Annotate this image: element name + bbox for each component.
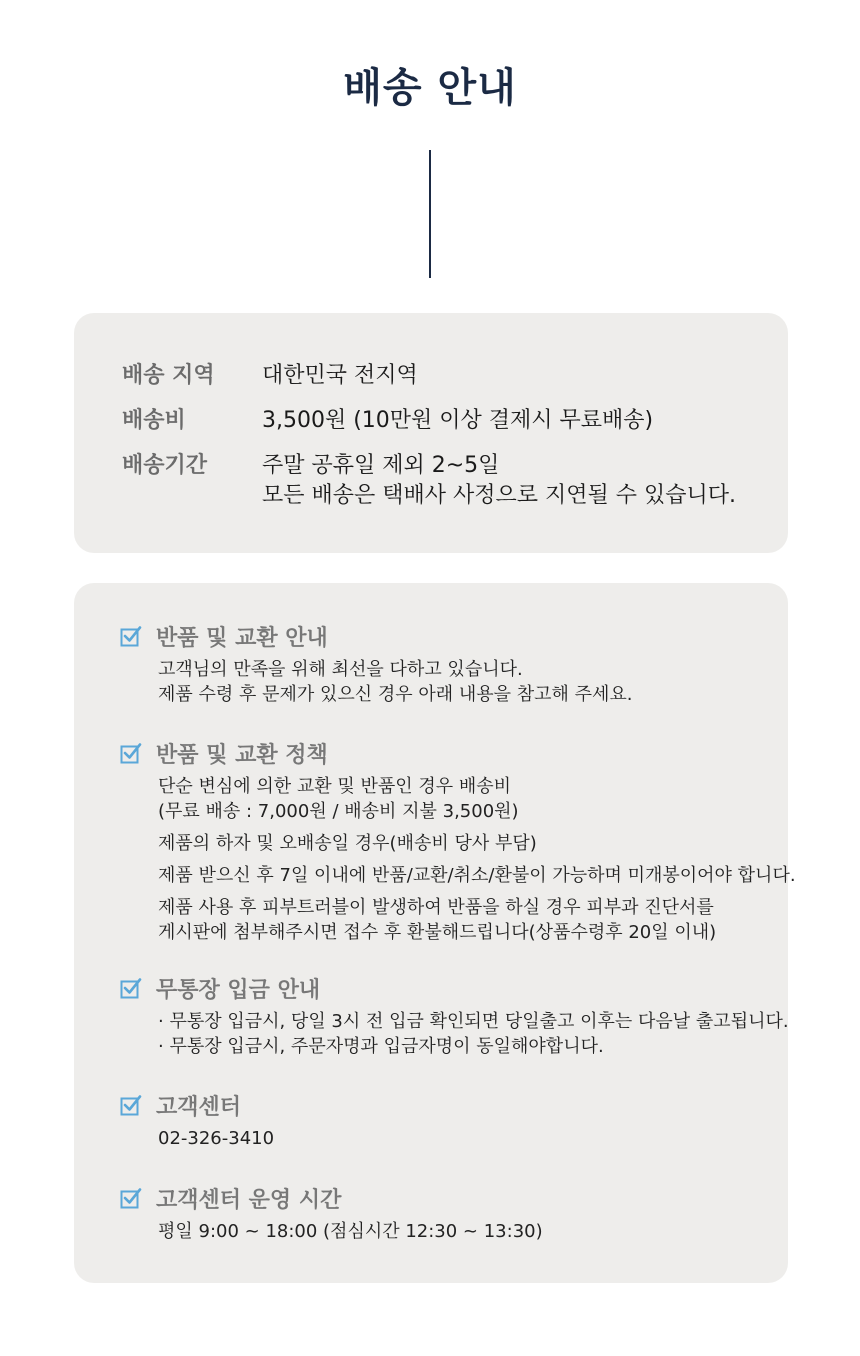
section-text: (무료 배송 : 7,000원 / 배송비 지불 3,500원) (158, 801, 519, 822)
delivery-info-box (74, 313, 788, 553)
checkbox-checked-icon (120, 1187, 142, 1209)
info-value: 모든 배송은 택배사 사정으로 지연될 수 있습니다. (262, 483, 736, 508)
delivery-period-row (122, 451, 736, 511)
section-text: 제품 사용 후 피부트러블이 발생하여 반품을 하실 경우 피부과 진단서를 (158, 897, 714, 918)
info-label: 배송 지역 (122, 363, 215, 388)
info-value: 주말 공휴일 제외 2~5일 (262, 453, 500, 478)
delivery-fee-row (122, 406, 653, 436)
info-label: 배송비 (122, 408, 186, 433)
section-title: 반품 및 교환 안내 (156, 625, 328, 651)
section-text: 게시판에 첨부해주시면 접수 후 환불해드립니다(상품수령후 20일 이내) (158, 922, 717, 943)
checkbox-checked-icon (120, 625, 142, 647)
divider-line (429, 150, 431, 278)
customer-center-phone: 02-326-3410 (158, 1128, 275, 1149)
section-text: 고객님의 만족을 위해 최선을 다하고 있습니다. (158, 659, 523, 680)
section-return-exchange-guide (120, 621, 770, 707)
section-title: 고객센터 운영 시간 (156, 1187, 342, 1213)
section-title: 반품 및 교환 정책 (156, 742, 328, 768)
section-title: 고객센터 (156, 1094, 242, 1120)
section-text: · 무통장 입금시, 주문자명과 입금자명이 동일해야합니다. (158, 1036, 604, 1057)
policy-box (74, 583, 796, 1283)
section-customer-center (120, 1090, 770, 1151)
section-text: · 무통장 입금시, 당일 3시 전 입금 확인되면 당일출고 이후는 다음날 출고됩니다. (158, 1011, 789, 1032)
section-text: 제품의 하자 및 오배송일 경우(배송비 당사 부담) (158, 833, 537, 854)
info-value: 대한민국 전지역 (262, 363, 418, 388)
operating-hours: 평일 9:00 ~ 18:00 (점심시간 12:30 ~ 13:30) (158, 1221, 543, 1242)
checkbox-checked-icon (120, 977, 142, 999)
info-label: 배송기간 (122, 453, 208, 478)
section-text: 제품 받으신 후 7일 이내에 반품/교환/취소/환불이 가능하며 미개봉이어야 합니다. (158, 865, 796, 886)
section-return-exchange-policy (120, 738, 796, 945)
checkbox-checked-icon (120, 1094, 142, 1116)
page-title: 배송 안내 (343, 65, 517, 111)
section-bank-transfer (120, 973, 789, 1059)
delivery-area-row (122, 361, 418, 391)
section-text: 단순 변심에 의한 교환 및 반품인 경우 배송비 (158, 776, 512, 797)
checkbox-checked-icon (120, 742, 142, 764)
section-text: 제품 수령 후 문제가 있으신 경우 아래 내용을 참고해 주세요. (158, 684, 633, 705)
info-value: 3,500원 (10만원 이상 결제시 무료배송) (262, 408, 654, 433)
section-customer-center-hours (120, 1183, 770, 1244)
section-title: 무통장 입금 안내 (156, 977, 321, 1003)
